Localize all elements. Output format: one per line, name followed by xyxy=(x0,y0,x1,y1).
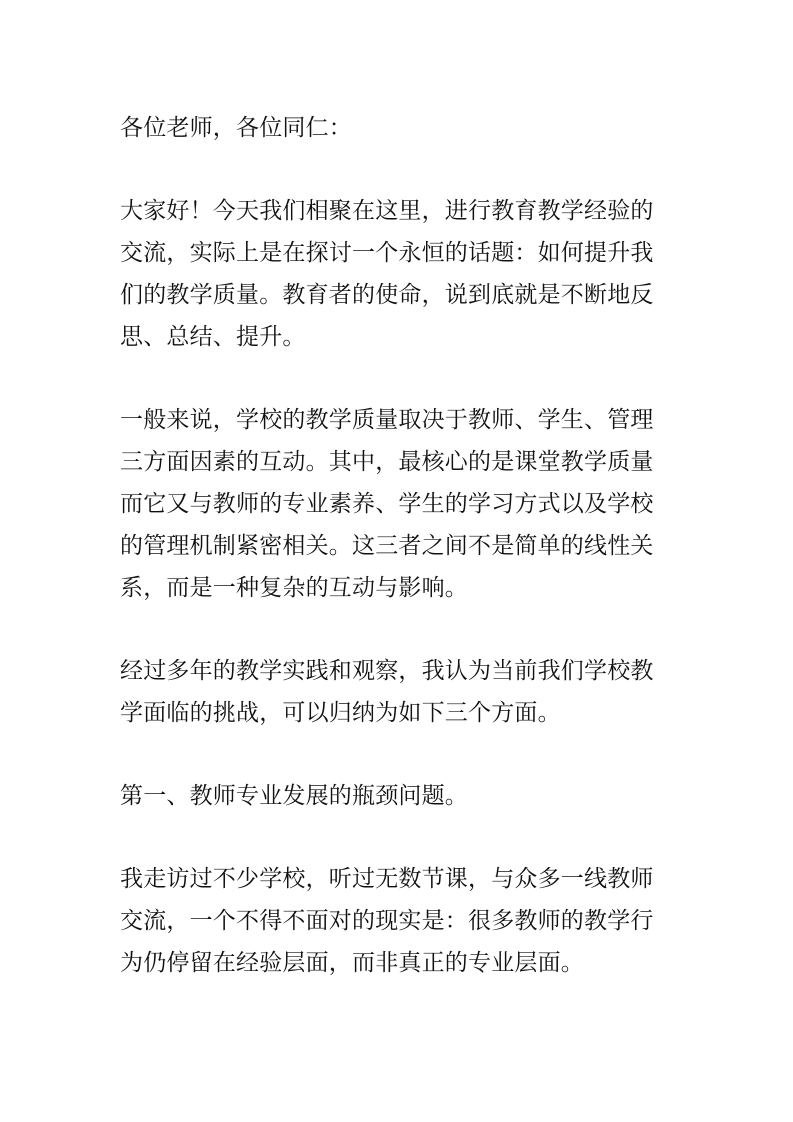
paragraph-line: 交流，实际上是在探讨一个永恒的话题：如何提升我 xyxy=(120,240,654,266)
paragraph-line: 三方面因素的互动。其中，最核心的是课堂教学质量 xyxy=(120,449,654,475)
paragraph-line: 为仍停留在经验层面，而非真正的专业层面。 xyxy=(120,950,584,976)
paragraph-line: 而它又与教师的专业素养、学生的学习方式以及学校 xyxy=(120,491,654,517)
greeting: 各位老师，各位同仁： xyxy=(120,115,352,141)
paragraph-line: 学面临的挑战，可以归纳为如下三个方面。 xyxy=(120,700,561,726)
paragraph-line: 一般来说，学校的教学质量取决于教师、学生、管理 xyxy=(120,407,654,433)
paragraph-line: 经过多年的教学实践和观察，我认为当前我们学校教 xyxy=(120,658,654,684)
paragraph-line: 的管理机制紧密相关。这三者之间不是简单的线性关 xyxy=(120,533,654,559)
paragraph-line: 思、总结、提升。 xyxy=(120,324,306,350)
paragraph-line: 系，而是一种复杂的互动与影响。 xyxy=(120,575,468,601)
paragraph-line: 我走访过不少学校，听过无数节课，与众多一线教师 xyxy=(120,866,654,892)
paragraph-line: 大家好！今天我们相聚在这里，进行教育教学经验的 xyxy=(120,198,654,224)
section-heading: 第一、教师专业发展的瓶颈问题。 xyxy=(120,783,468,809)
paragraph-line: 们的教学质量。教育者的使命，说到底就是不断地反 xyxy=(120,282,654,308)
paragraph-line: 交流，一个不得不面对的现实是：很多教师的教学行 xyxy=(120,908,654,934)
